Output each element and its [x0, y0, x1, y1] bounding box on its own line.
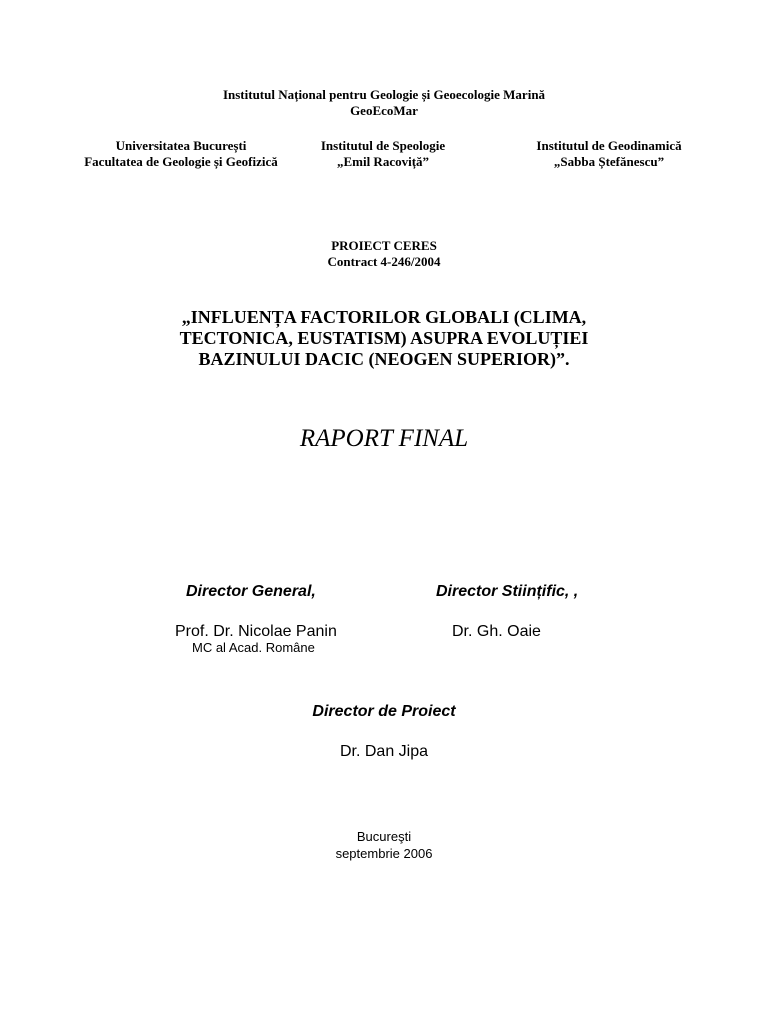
document-title-line-3: BAZINULUI DACIC (NEOGEN SUPERIOR)”. [198, 349, 570, 369]
institute-header [0, 87, 768, 119]
director-proiect-role: Director de Proiect [312, 703, 456, 720]
director-stiintific-name: Dr. Gh. Oaie [452, 623, 541, 640]
institute-acronym: GeoEcoMar [350, 103, 418, 118]
director-stiintific-role: Director Stiințific, , [436, 583, 579, 600]
institute-name: Institutul Național pentru Geologie și Geoecologie Marină [222, 87, 546, 102]
partner-geodynamics-name: Institutul de Geodinamică [536, 138, 682, 153]
partner-geodynamics-subtitle: „Sabba Ștefănescu” [553, 154, 665, 169]
director-proiect-name: Dr. Dan Jipa [339, 743, 429, 760]
partner-speleology-name: Institutul de Speologie [320, 138, 446, 153]
document-title-line-1: „INFLUENȚA FACTORILOR GLOBALI (CLIMA, [181, 307, 587, 327]
document-title-line-2: TECTONICA, EUSTATISM) ASUPRA EVOLUȚIEI [179, 328, 589, 348]
report-title: RAPORT FINAL [299, 425, 469, 452]
partner-speleology-subtitle: „Emil Racoviță” [336, 154, 430, 169]
director-general-name: Prof. Dr. Nicolae Panin [175, 623, 337, 640]
partner-institution-university [50, 138, 312, 170]
document-date: septembrie 2006 [335, 846, 433, 861]
partner-university-faculty: Facultatea de Geologie și Geofizică [84, 154, 278, 169]
place-and-date [0, 828, 768, 862]
director-general-role: Director General, [186, 583, 316, 600]
document-title [0, 307, 768, 370]
project-name: PROIECT CERES [331, 238, 437, 253]
partner-university-name: Universitatea București [115, 138, 247, 153]
director-general-title: MC al Acad. Române [192, 640, 315, 655]
place-city: Bucureşti [356, 829, 412, 844]
project-info [0, 238, 768, 270]
partner-institution-geodynamics [506, 138, 712, 170]
partner-institution-speleology [300, 138, 466, 170]
project-contract: Contract 4-246/2004 [327, 254, 441, 269]
